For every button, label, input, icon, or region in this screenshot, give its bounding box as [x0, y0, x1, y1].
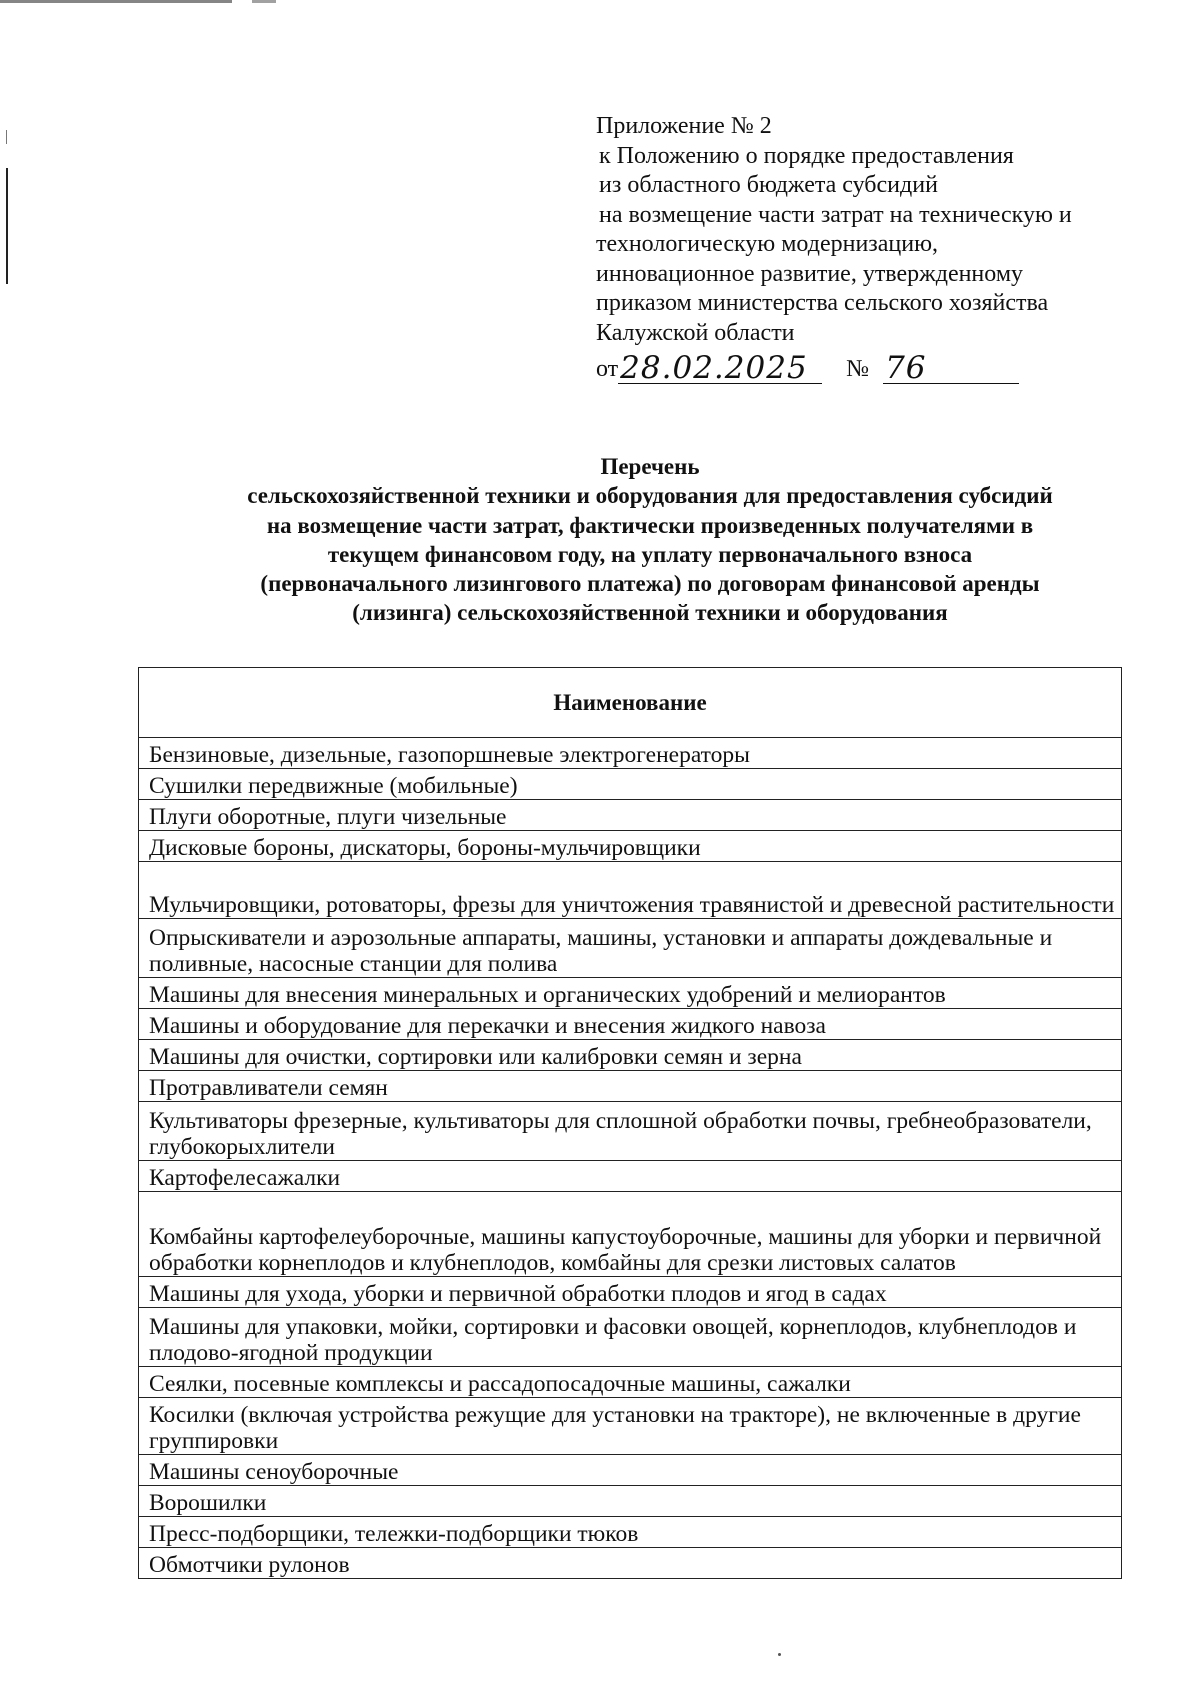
table-cell: Плуги оборотные, плуги чизельные — [139, 800, 1122, 831]
appendix-block — [596, 112, 1136, 384]
table-cell: Машины и оборудование для перекачки и внесения жидкого навоза — [139, 1009, 1122, 1040]
table-row — [139, 1486, 1122, 1517]
appendix-line: Приложение № 2 — [596, 113, 772, 139]
table-row — [139, 862, 1122, 919]
table-cell: Обмотчики рулонов — [139, 1548, 1122, 1579]
table-cell: Машины для ухода, уборки и первичной обработки плодов и ягод в садах — [139, 1277, 1122, 1308]
table-cell: Ворошилки — [139, 1486, 1122, 1517]
document-title — [160, 452, 1140, 628]
table-row — [139, 1455, 1122, 1486]
title-heading: Перечень — [600, 454, 700, 479]
scan-edge-mark — [252, 0, 276, 3]
table-row — [139, 1308, 1122, 1367]
table-cell: Картофелесажалки — [139, 1161, 1122, 1192]
number-label: № — [846, 355, 870, 382]
scan-margin-mark — [6, 130, 7, 144]
table-row — [139, 1040, 1122, 1071]
title-line: текущем финансовом году, на уплату первоначального взноса — [327, 541, 973, 567]
table-row — [139, 1192, 1122, 1277]
title-line: (лизинга) сельскохозяйственной техники и оборудования — [352, 600, 948, 626]
table-cell: Мульчировщики, ротоваторы, фрезы для уничтожения травянистой и древесной растительности — [139, 862, 1122, 919]
table-cell: Косилки (включая устройства режущие для установки на тракторе), не включенные в другие группировки — [139, 1398, 1122, 1455]
equipment-table — [138, 667, 1122, 1579]
table-cell: Бензиновые, дизельные, газопоршневые электрогенераторы — [139, 738, 1122, 769]
table-cell: Опрыскиватели и аэрозольные аппараты, машины, установки и аппараты дождевальные и поливные, насосные станции для полива — [139, 919, 1122, 978]
table-row — [139, 1071, 1122, 1102]
handwritten-date: 28.02.2025 — [618, 353, 822, 384]
order-date-number — [596, 350, 1136, 384]
table-row — [139, 831, 1122, 862]
table-cell: Машины для очистки, сортировки или калибровки семян и зерна — [139, 1040, 1122, 1071]
table-cell: Машины для упаковки, мойки, сортировки и фасовки овощей, корнеплодов, клубнеплодов и плодово-ягодной продукции — [139, 1308, 1122, 1367]
scan-edge-mark — [0, 0, 232, 3]
table-cell: Сушилки передвижные (мобильные) — [139, 769, 1122, 800]
table-cell: Машины для внесения минеральных и органических удобрений и мелиорантов — [139, 978, 1122, 1009]
table-row — [139, 1009, 1122, 1040]
column-header-name: Наименование — [139, 668, 1122, 738]
table-cell: Протравливатели семян — [139, 1071, 1122, 1102]
table-row — [139, 1367, 1122, 1398]
table-row — [139, 1548, 1122, 1579]
title-line: сельскохозяйственной техники и оборудования для предоставления субсидий — [247, 483, 1053, 509]
scan-speck — [778, 1653, 781, 1656]
appendix-line: на возмещение части затрат на техническую и — [599, 201, 1072, 228]
scan-margin-line — [6, 168, 8, 284]
table-row — [139, 1277, 1122, 1308]
table-row — [139, 738, 1122, 769]
table-row — [139, 769, 1122, 800]
table-cell: Комбайны картофелеуборочные, машины капустоуборочные, машины для уборки и первичной обработки корнеплодов и клубнеплодов, комбайны для срезки листовых салатов — [139, 1192, 1122, 1277]
table-row — [139, 800, 1122, 831]
table-header-row — [139, 668, 1122, 738]
appendix-line: из областного бюджета субсидий — [599, 172, 938, 198]
date-prefix: от — [596, 355, 619, 382]
title-line: (первоначального лизингового платежа) по договорам финансовой аренды — [260, 571, 1040, 597]
title-line: на возмещение части затрат, фактически произведенных получателями в — [266, 512, 1034, 538]
table-row — [139, 1161, 1122, 1192]
appendix-line: приказом министерства сельского хозяйства — [596, 290, 1049, 316]
table-cell: Сеялки, посевные комплексы и рассадопосадочные машины, сажалки — [139, 1367, 1122, 1398]
table-row — [139, 1102, 1122, 1161]
appendix-line: инновационное развитие, утвержденному — [596, 260, 1024, 287]
table-cell: Культиваторы фрезерные, культиваторы для сплошной обработки почвы, гребнеобразователи, глубокорыхлители — [139, 1102, 1122, 1161]
table-cell: Машины сеноуборочные — [139, 1455, 1122, 1486]
appendix-line: технологическую модернизацию, — [596, 231, 939, 257]
table-row — [139, 1517, 1122, 1548]
handwritten-number: 76 — [883, 353, 1019, 384]
table-cell: Пресс-подборщики, тележки-подборщики тюков — [139, 1517, 1122, 1548]
table-row — [139, 978, 1122, 1009]
appendix-line: к Положению о порядке предоставления — [599, 142, 1014, 169]
table-row — [139, 919, 1122, 978]
appendix-line: Калужской области — [596, 319, 795, 346]
table-cell: Дисковые бороны, дискаторы, бороны-мульчировщики — [139, 831, 1122, 862]
table-row — [139, 1398, 1122, 1455]
